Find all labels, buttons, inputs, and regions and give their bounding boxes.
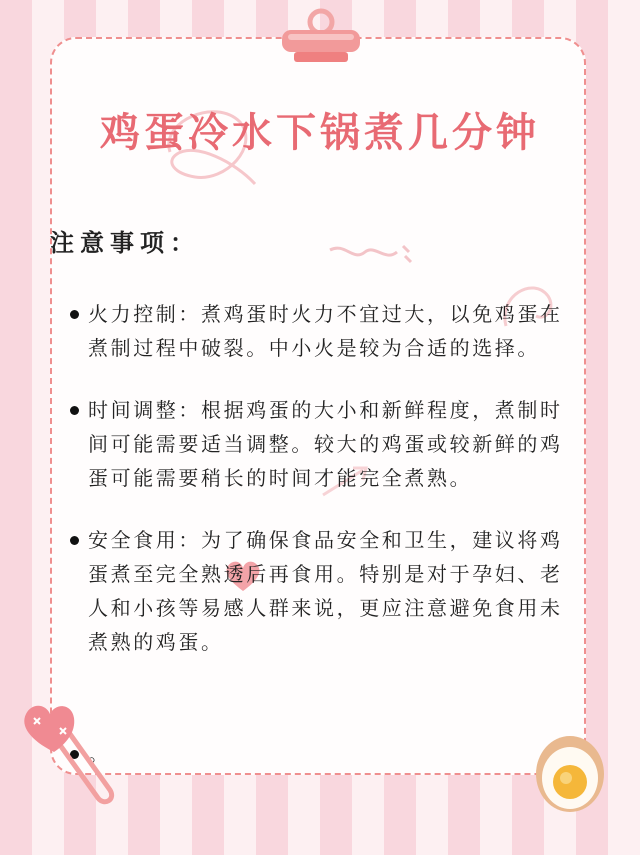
bullet-icon — [70, 406, 79, 415]
section-heading: 注意事项： — [50, 229, 200, 257]
list-item — [60, 393, 585, 495]
heart-paperclip-icon — [20, 690, 130, 810]
note-text: 时间调整：根据鸡蛋的大小和新鲜程度，煮制时间可能需要适当调整。较大的鸡蛋或较新鲜的鸡蛋可能需要稍长的时间才能完全煮熟。 — [88, 398, 563, 490]
boiled-egg-icon — [534, 734, 606, 814]
note-text: 火力控制：煮鸡蛋时火力不宜过大，以免鸡蛋在煮制过程中破裂。中小火是较为合适的选择。 — [88, 302, 563, 360]
page-title: 鸡蛋冷水下锅煮几分钟 — [100, 110, 540, 156]
note-text: 安全食用：为了确保食品安全和卫生，建议将鸡蛋煮至完全熟透后再食用。特别是对于孕妇、老人和小孩等易感人群来说，更应注意避免食用未煮熟的鸡蛋。 — [88, 528, 563, 654]
bullet-icon — [70, 536, 79, 545]
list-item — [60, 523, 585, 659]
swirl-doodle-icon — [325, 240, 415, 268]
note-text: 。 — [88, 742, 108, 766]
bullet-icon — [70, 310, 79, 319]
binder-clip-icon — [276, 6, 366, 64]
list-item — [60, 297, 585, 365]
notes-list — [60, 297, 585, 659]
